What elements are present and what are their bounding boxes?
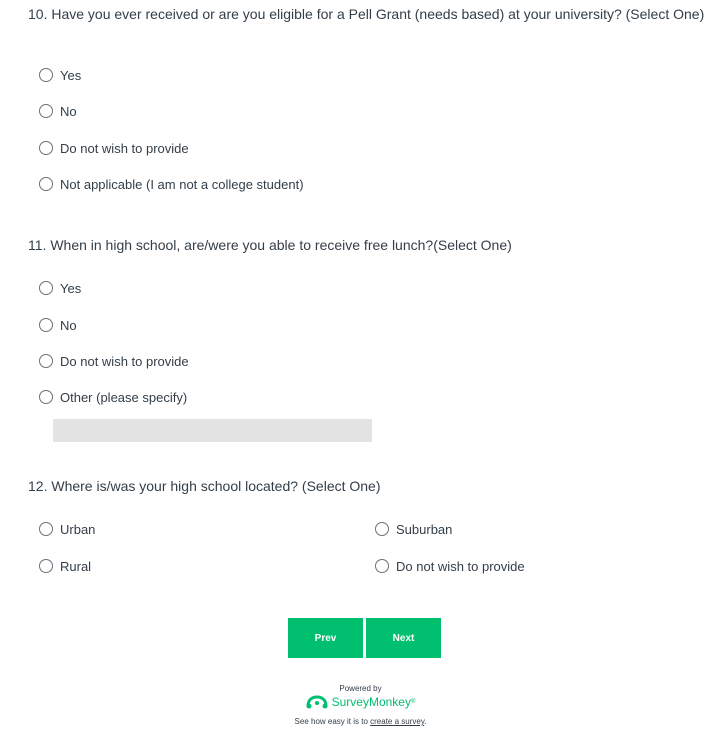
question-12-title: 12. Where is/was your high school located? (Select One) [28,478,381,494]
question-10 [28,6,708,23]
radio-button[interactable] [375,559,389,573]
q11-other-specify-input[interactable] [53,419,372,442]
option-label: Do not wish to provide [60,140,189,156]
q11-option-other[interactable] [39,386,187,408]
q10-option-not-applicable[interactable] [39,173,304,195]
radio-button[interactable] [39,281,53,295]
radio-button[interactable] [39,177,53,191]
q10-option-yes[interactable] [39,64,81,86]
q12-option-do-not-wish[interactable] [375,555,525,577]
question-11 [28,237,708,254]
q11-option-yes[interactable] [39,277,81,299]
option-label: Suburban [396,521,453,537]
option-label: No [60,103,77,119]
option-label: Other (please specify) [60,389,188,405]
radio-button[interactable] [39,522,53,536]
q10-option-do-not-wish[interactable] [39,137,189,159]
q12-option-suburban[interactable] [375,518,452,540]
radio-button[interactable] [39,141,53,155]
create-survey-link[interactable]: create a survey [370,717,425,726]
option-label: Rural [60,558,92,574]
radio-button[interactable] [39,104,53,118]
q12-option-rural[interactable] [39,555,91,577]
option-label: Not applicable (I am not a college student) [60,176,304,192]
surveymonkey-logo-icon [306,695,328,709]
footer-tagline [0,717,721,726]
radio-button[interactable] [39,354,53,368]
option-label: Yes [60,280,82,296]
question-11-title: 11. When in high school, are/were you able to receive free lunch?(Select One) [28,237,512,253]
q11-option-do-not-wish[interactable] [39,350,189,372]
prev-button[interactable]: Prev [288,618,363,658]
q10-option-no[interactable] [39,100,77,122]
q12-option-urban[interactable] [39,518,95,540]
radio-button[interactable] [39,318,53,332]
powered-by-label: Powered by [339,684,382,693]
radio-button[interactable] [375,522,389,536]
option-label: No [60,317,77,333]
next-button[interactable]: Next [366,618,441,658]
brand-name: SurveyMonkey [331,695,411,709]
radio-button[interactable] [39,68,53,82]
radio-button[interactable] [39,559,53,573]
option-label: Yes [60,67,82,83]
registered-mark: ® [410,699,416,705]
tagline-prefix: See how easy it is to [294,717,371,726]
option-label: Do not wish to provide [396,558,525,574]
question-12 [28,478,708,495]
question-10-title: 10. Have you ever received or are you eligible for a Pell Grant (needs based) at your university? (Select One) [28,6,705,22]
tagline-suffix: . [424,717,427,726]
option-label: Urban [60,521,96,537]
radio-button[interactable] [39,390,53,404]
surveymonkey-logo[interactable] [0,695,721,709]
q11-option-no[interactable] [39,314,77,336]
option-label: Do not wish to provide [60,353,189,369]
